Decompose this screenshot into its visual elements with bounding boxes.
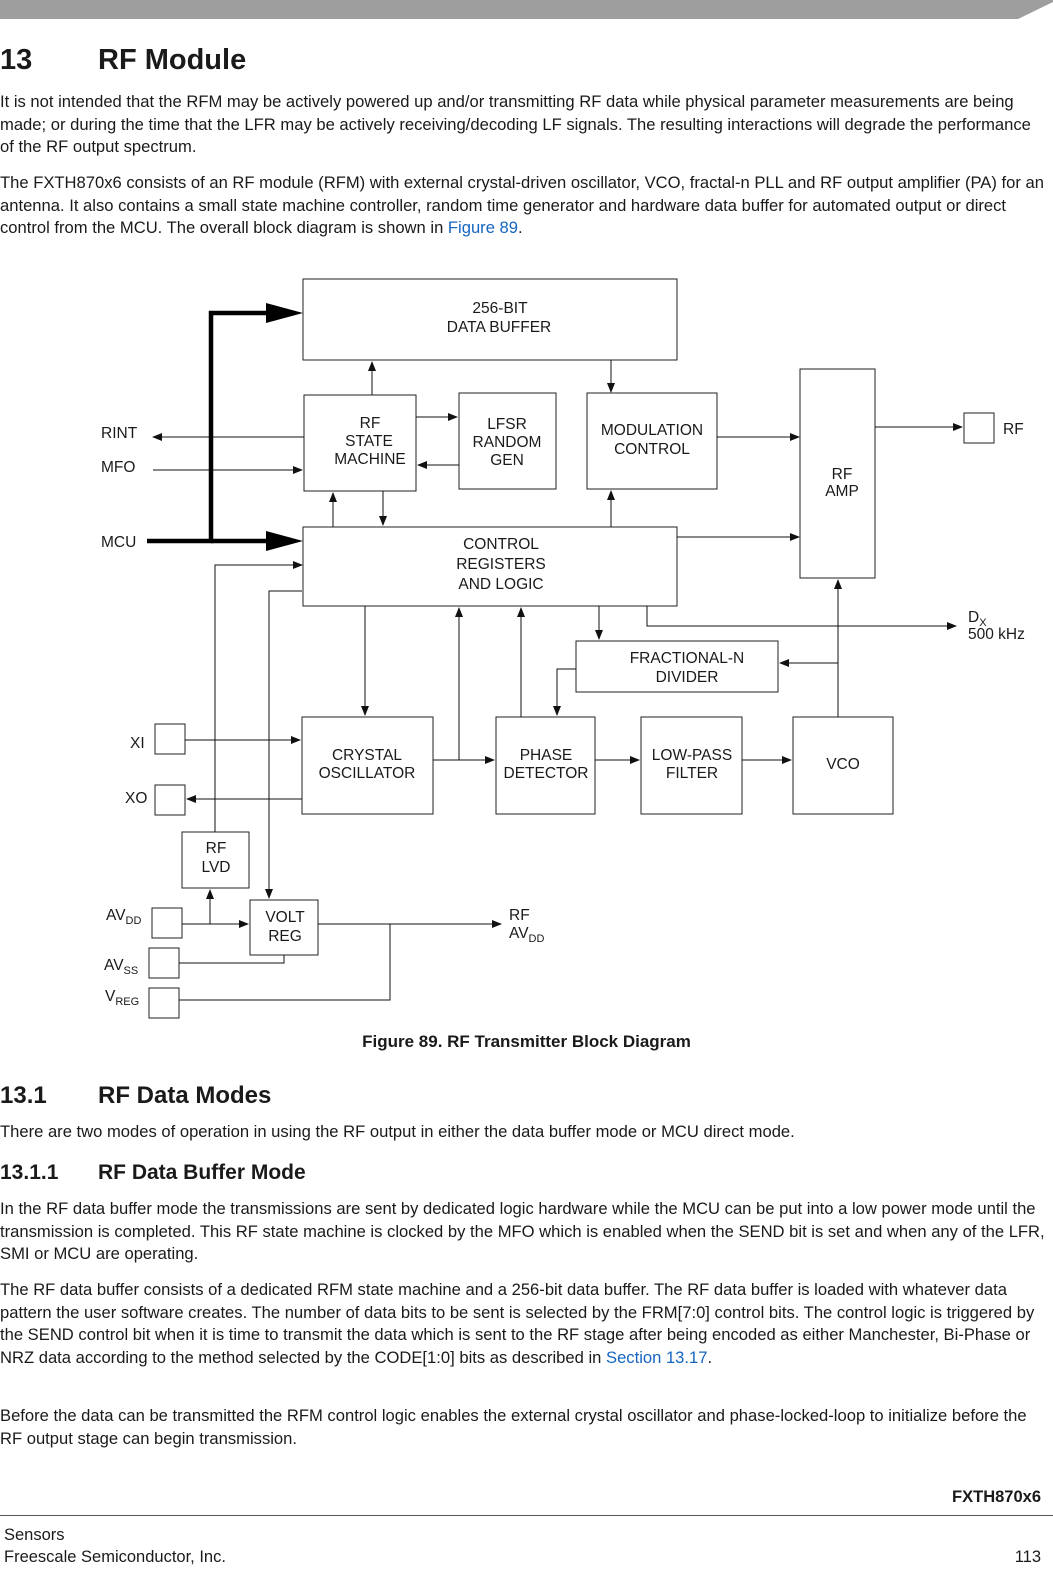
xo-label: XO [125, 790, 148, 807]
volt-reg-label: REG [268, 928, 302, 945]
subsection-paragraph: There are two modes of operation in using the RF output in either the data buffer mode or MCU direct mode. [0, 1122, 795, 1141]
subsubsection-paragraph-1: In the RF data buffer mode the transmissions are sent by dedicated logic hardware while the MCU can be put into a low power mode until the transmission is completed. This RF state machine is clocked by the MFO which is enabled when the SEND bit is set and when any of the LFR, SMI or MCU are operating. [0, 1199, 1045, 1263]
xo-pin [155, 785, 185, 815]
lfsr-label: GEN [490, 452, 524, 469]
low-pass-filter-label: LOW-PASS [651, 747, 733, 764]
control-registers-label: REGISTERS [456, 556, 546, 573]
footer-document-name: FXTH870x6 [952, 1488, 1041, 1506]
subsubsection-paragraph-3: Before the data can be transmitted the RFM control logic enables the external crystal oscillator and phase-locked-loop to initialize before the RF output stage can begin transmission. [0, 1406, 1027, 1448]
paragraph-text: The RF data buffer consists of a dedicated RFM state machine and a 256-bit data buffer. The RF data buffer is loaded with whatever data pattern the user software creates. The number of data bits to be sent is selected by the FRM[7:0] control bits. The control logic is triggered by the SEND control bit when it is time to transmit the data which is sent to the RF stage after being encoded as either Manchester, Bi-Phase or NRZ data according to the method selected by the CODE[1:0] bits as described in [0, 1280, 1035, 1367]
avss-label: $AV_{SS}$ [104, 957, 139, 977]
signal-lines [153, 360, 962, 1000]
lfsr-label: RANDOM [472, 434, 542, 451]
crystal-oscillator-label: OSCILLATOR [318, 765, 416, 782]
section-paragraph-1: It is not intended that the RFM may be actively powered up and/or transmitting RF data while physical parameter measurements are being made; or during the time that the LFR may be actively receiving/decoding LF signals. The resulting interactions will degrade the performance of the RF output spectrum. [0, 92, 1031, 156]
subsubsection-title: RF Data Buffer Mode [98, 1161, 306, 1184]
phase-detector-label: PHASE [519, 747, 573, 764]
paragraph-text: The FXTH870x6 consists of an RF module (RFM) with external crystal-driven oscillator, VCO, fractal-n PLL and RF output amplifier (PA) for an antenna. It also contains a small state machine controller, random time generator and hardware data buffer for automated output or direct control from the MCU. The overall block diagram is shown in [0, 173, 1044, 237]
mcu-label: MCU [101, 534, 137, 551]
rf-lvd-label: LVD [201, 859, 231, 876]
footer-page-number: 113 [1014, 1548, 1041, 1566]
vco-label: VCO [826, 756, 860, 773]
control-registers-label: AND LOGIC [458, 576, 544, 593]
rf-state-machine-label: MACHINE [334, 451, 406, 468]
vreg-label: $V_{REG}$ [105, 988, 140, 1008]
figure-89-link[interactable]: Figure 89 [447, 218, 519, 237]
rf-output-pin [964, 413, 994, 443]
section-13-17-link[interactable]: Section 13.17 [606, 1347, 708, 1367]
dx-frequency-label: 500 kHz [968, 626, 1025, 643]
rf-amp-label: RF [831, 466, 853, 483]
avdd-label: $AV_{DD}$ [106, 907, 142, 927]
lfsr-label: LFSR [487, 416, 527, 433]
mcu-bus [147, 303, 303, 551]
section-title: RF Module [98, 44, 247, 76]
volt-reg-label: VOLT [265, 909, 305, 926]
xi-pin [155, 724, 185, 754]
avss-pin [149, 948, 179, 978]
vreg-pin [149, 988, 179, 1018]
fractional-n-divider-label: FRACTIONAL-N [629, 650, 745, 667]
control-registers-label: CONTROL [463, 536, 539, 553]
dx-label: $D_X$ [968, 609, 987, 629]
figure-caption: Figure 89. RF Transmitter Block Diagram [362, 1032, 691, 1051]
rf-amp-label: AMP [825, 483, 859, 500]
rf-output-label: RF [1003, 421, 1024, 438]
mfo-label: MFO [101, 459, 136, 476]
rint-label: RINT [101, 425, 138, 442]
footer-company: Freescale Semiconductor, Inc. [4, 1548, 226, 1566]
subsection-title: RF Data Modes [98, 1082, 272, 1109]
data-buffer-label: DATA BUFFER [446, 319, 552, 336]
section-number: 13 [0, 44, 33, 76]
modulation-control-label: MODULATION [600, 422, 704, 439]
low-pass-filter-label: FILTER [665, 765, 719, 782]
subsection-number: 13.1 [0, 1082, 47, 1109]
fractional-n-divider-label: DIVIDER [655, 669, 719, 686]
data-buffer-label: 256-BIT [472, 300, 528, 317]
rf-state-machine-label: STATE [345, 433, 393, 450]
rf-state-machine-label: RF [359, 415, 381, 432]
footer-divider [0, 1515, 1053, 1516]
paragraph-text: . [518, 218, 523, 237]
rf-lvd-label: RF [205, 840, 227, 857]
xi-label: XI [130, 735, 145, 752]
rf-avdd-label: RF [509, 907, 530, 924]
crystal-oscillator-label: CRYSTAL [331, 747, 403, 764]
paragraph-text: . [707, 1347, 713, 1367]
subsubsection-number: 13.1.1 [0, 1161, 59, 1184]
subsubsection-paragraph-2 [0, 1279, 1046, 1369]
modulation-control-label: CONTROL [614, 441, 690, 458]
phase-detector-label: DETECTOR [503, 765, 589, 782]
rf-avdd-label: $AV_{DD}$ [509, 925, 545, 945]
avdd-pin [152, 908, 182, 938]
footer-category: Sensors [4, 1526, 65, 1544]
